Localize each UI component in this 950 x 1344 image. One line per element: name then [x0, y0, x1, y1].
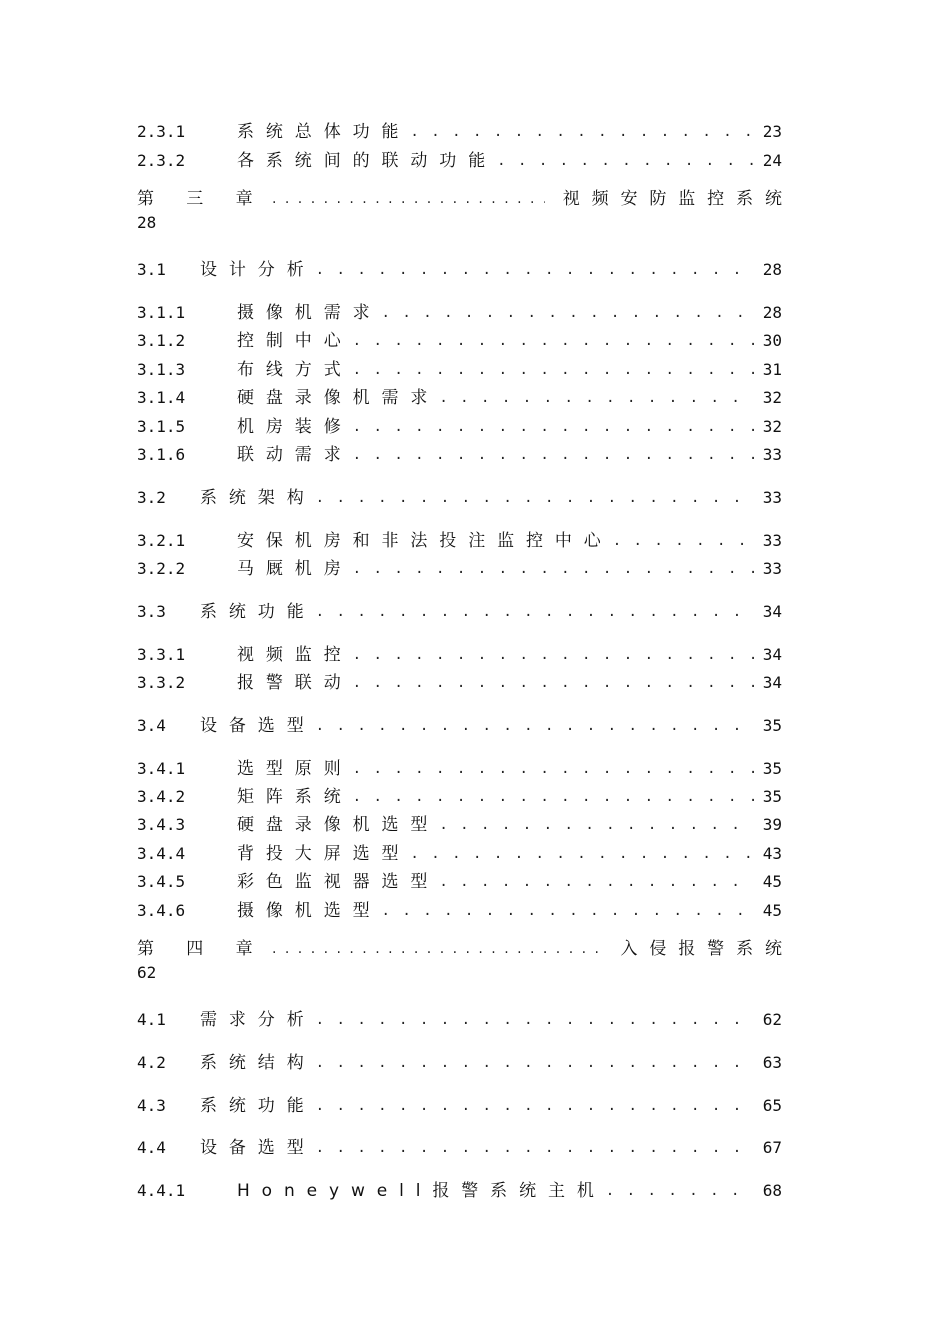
- toc-leader: [613, 529, 755, 553]
- toc-page-number: 65: [762, 1096, 782, 1115]
- toc-number: 3.4: [137, 716, 166, 735]
- toc-title: 设备选型: [200, 1138, 316, 1158]
- toc-page-number: 28: [762, 303, 782, 322]
- toc-page-number: 31: [762, 360, 782, 379]
- toc-entry[interactable]: [137, 358, 782, 382]
- toc-title: 系统功能: [200, 1096, 316, 1116]
- toc-title: 硬盘录像机需求: [237, 388, 440, 408]
- toc-leader: [316, 1008, 755, 1032]
- toc-number: 2.3.1: [137, 122, 186, 141]
- toc-leader: [316, 1094, 755, 1118]
- toc-leader: [410, 120, 754, 144]
- toc-entry[interactable]: [137, 415, 782, 439]
- toc-title: 马厩机房: [237, 559, 353, 579]
- toc-title: 系统功能: [200, 602, 316, 622]
- toc-title: 控制中心: [237, 331, 353, 351]
- toc-page-number: 28: [137, 213, 157, 232]
- toc-page-number: 33: [762, 445, 782, 464]
- toc-page-number: 63: [762, 1053, 782, 1072]
- toc-number: 4.1: [137, 1010, 166, 1029]
- toc-page-number: 62: [137, 963, 157, 982]
- toc-page-number: 33: [762, 559, 782, 578]
- toc-number: 3.4.6: [137, 901, 186, 920]
- toc-leader: [439, 870, 754, 894]
- toc-page-number: 67: [762, 1138, 782, 1157]
- toc-title: 安保机房和非法投注监控中心: [237, 531, 613, 551]
- toc-leader: [353, 358, 755, 382]
- toc-title: 联动需求: [237, 445, 353, 465]
- toc-page-number: 33: [762, 531, 782, 550]
- toc-number: 3.3.1: [137, 645, 186, 664]
- toc-entry[interactable]: [137, 1179, 782, 1203]
- toc-page-number: 45: [762, 872, 782, 891]
- toc-entry[interactable]: [137, 785, 782, 809]
- toc-entry[interactable]: [137, 714, 782, 738]
- toc-entry[interactable]: [137, 557, 782, 581]
- toc-leader: [382, 899, 755, 923]
- toc-entry[interactable]: [137, 329, 782, 353]
- toc-title: 摄像机需求: [237, 303, 382, 323]
- toc-title: 设计分析: [200, 260, 316, 280]
- toc-number: 3.1.4: [137, 388, 186, 407]
- toc-title: 各系统间的联动功能: [237, 151, 498, 171]
- toc-page-number: 33: [762, 488, 782, 507]
- toc-entry[interactable]: [137, 258, 782, 282]
- toc-entry[interactable]: [137, 443, 782, 467]
- toc-number: 2.3.2: [137, 151, 186, 170]
- toc-title: 系统总体功能: [237, 122, 411, 142]
- toc-number: 3.4.3: [137, 815, 186, 834]
- toc-leader: [316, 258, 755, 282]
- toc-title: 选型原则: [237, 759, 353, 779]
- toc-leader: [272, 187, 545, 211]
- toc-leader: [439, 813, 754, 837]
- toc-page-number: 28: [762, 260, 782, 279]
- toc-leader: [497, 149, 755, 173]
- toc-title: 硬盘录像机选型: [237, 815, 440, 835]
- toc-page-number: 35: [762, 787, 782, 806]
- toc-number: 3.2.2: [137, 559, 186, 578]
- toc-page-number: 62: [762, 1010, 782, 1029]
- toc-title: 系统架构: [200, 488, 316, 508]
- toc-page-number: 43: [762, 844, 782, 863]
- toc-entry[interactable]: [137, 386, 782, 410]
- chapter-label: 第三章: [137, 189, 285, 209]
- toc-leader: [382, 301, 755, 325]
- toc-leader: [353, 671, 755, 695]
- toc-leader: [353, 643, 755, 667]
- toc-number: 4.3: [137, 1096, 166, 1115]
- toc-leader: [316, 1136, 755, 1160]
- toc-title: 矩阵系统: [237, 787, 353, 807]
- toc-page-number: 34: [762, 602, 782, 621]
- toc-entry[interactable]: [137, 486, 782, 510]
- toc-chapter-entry[interactable]: [137, 937, 794, 993]
- toc-leader: [272, 937, 602, 961]
- toc-number: 3.2: [137, 488, 166, 507]
- toc-title: 系统结构: [200, 1053, 316, 1073]
- toc-number: 3.4.2: [137, 787, 186, 806]
- toc-title: 摄像机选型: [237, 901, 382, 921]
- toc-title: 需求分析: [200, 1010, 316, 1030]
- toc-title: Honeywell报警系统主机: [237, 1181, 606, 1201]
- toc-leader: [353, 757, 755, 781]
- toc-entry[interactable]: [137, 120, 782, 144]
- toc-leader: [353, 415, 755, 439]
- toc-leader: [353, 329, 755, 353]
- toc-entry[interactable]: [137, 813, 782, 837]
- toc-number: 3.3.2: [137, 673, 186, 692]
- toc-entry[interactable]: [137, 757, 782, 781]
- toc-number: 4.2: [137, 1053, 166, 1072]
- toc-entry[interactable]: [137, 600, 782, 624]
- chapter-title: 入侵报警系统: [620, 939, 794, 959]
- toc-page-number: 24: [762, 151, 782, 170]
- toc-page-number: 39: [762, 815, 782, 834]
- toc-leader: [316, 600, 755, 624]
- toc-page-number: 35: [762, 716, 782, 735]
- toc-entry[interactable]: [137, 301, 782, 325]
- toc-title: 机房装修: [237, 417, 353, 437]
- toc-page-number: 34: [762, 673, 782, 692]
- toc-page-number: 23: [762, 122, 782, 141]
- toc-page-number: 34: [762, 645, 782, 664]
- toc-entry[interactable]: [137, 643, 782, 667]
- toc-number: 3.1.6: [137, 445, 186, 464]
- toc-title: 背投大屏选型: [237, 844, 411, 864]
- toc-number: 3.4.5: [137, 872, 186, 891]
- toc-title: 彩色监视器选型: [237, 872, 440, 892]
- toc-entry[interactable]: [137, 1008, 782, 1032]
- toc-leader: [606, 1179, 755, 1203]
- toc-number: 3.1.3: [137, 360, 186, 379]
- toc-number: 3.3: [137, 602, 166, 621]
- toc-entry[interactable]: [137, 149, 782, 173]
- toc-leader: [353, 443, 755, 467]
- toc-chapter-entry[interactable]: [137, 187, 794, 243]
- toc-title: 报警联动: [237, 673, 353, 693]
- toc-title: 布线方式: [237, 360, 353, 380]
- toc-page-number: 35: [762, 759, 782, 778]
- toc-number: 4.4: [137, 1138, 166, 1157]
- toc-number: 3.4.4: [137, 844, 186, 863]
- toc-leader: [316, 1051, 755, 1075]
- toc-number: 3.1.2: [137, 331, 186, 350]
- toc-leader: [353, 785, 755, 809]
- toc-leader: [316, 486, 755, 510]
- toc-entry[interactable]: [137, 842, 782, 866]
- toc-title: 视频监控: [237, 645, 353, 665]
- toc-leader: [410, 842, 754, 866]
- toc-title: 设备选型: [200, 716, 316, 736]
- toc-page-number: 68: [762, 1181, 782, 1200]
- toc-number: 3.2.1: [137, 531, 186, 550]
- toc-number: 3.1.5: [137, 417, 186, 436]
- toc-entry[interactable]: [137, 1136, 782, 1160]
- toc-page-number: 45: [762, 901, 782, 920]
- toc-entry[interactable]: [137, 870, 782, 894]
- toc-leader: [439, 386, 754, 410]
- toc-leader: [316, 714, 755, 738]
- toc-number: 3.1: [137, 260, 166, 279]
- toc-page-number: 30: [762, 331, 782, 350]
- chapter-title: 视频安防监控系统: [562, 189, 794, 209]
- toc-leader: [353, 557, 755, 581]
- toc-number: 3.4.1: [137, 759, 186, 778]
- toc-page-number: 32: [762, 417, 782, 436]
- toc-page-number: 32: [762, 388, 782, 407]
- toc-number: 3.1.1: [137, 303, 186, 322]
- chapter-label: 第四章: [137, 939, 285, 959]
- toc-entry[interactable]: [137, 1051, 782, 1075]
- toc-entry[interactable]: [137, 899, 782, 923]
- toc-entry[interactable]: [137, 671, 782, 695]
- toc-entry[interactable]: [137, 529, 782, 553]
- toc-entry[interactable]: [137, 1094, 782, 1118]
- toc-number: 4.4.1: [137, 1181, 186, 1200]
